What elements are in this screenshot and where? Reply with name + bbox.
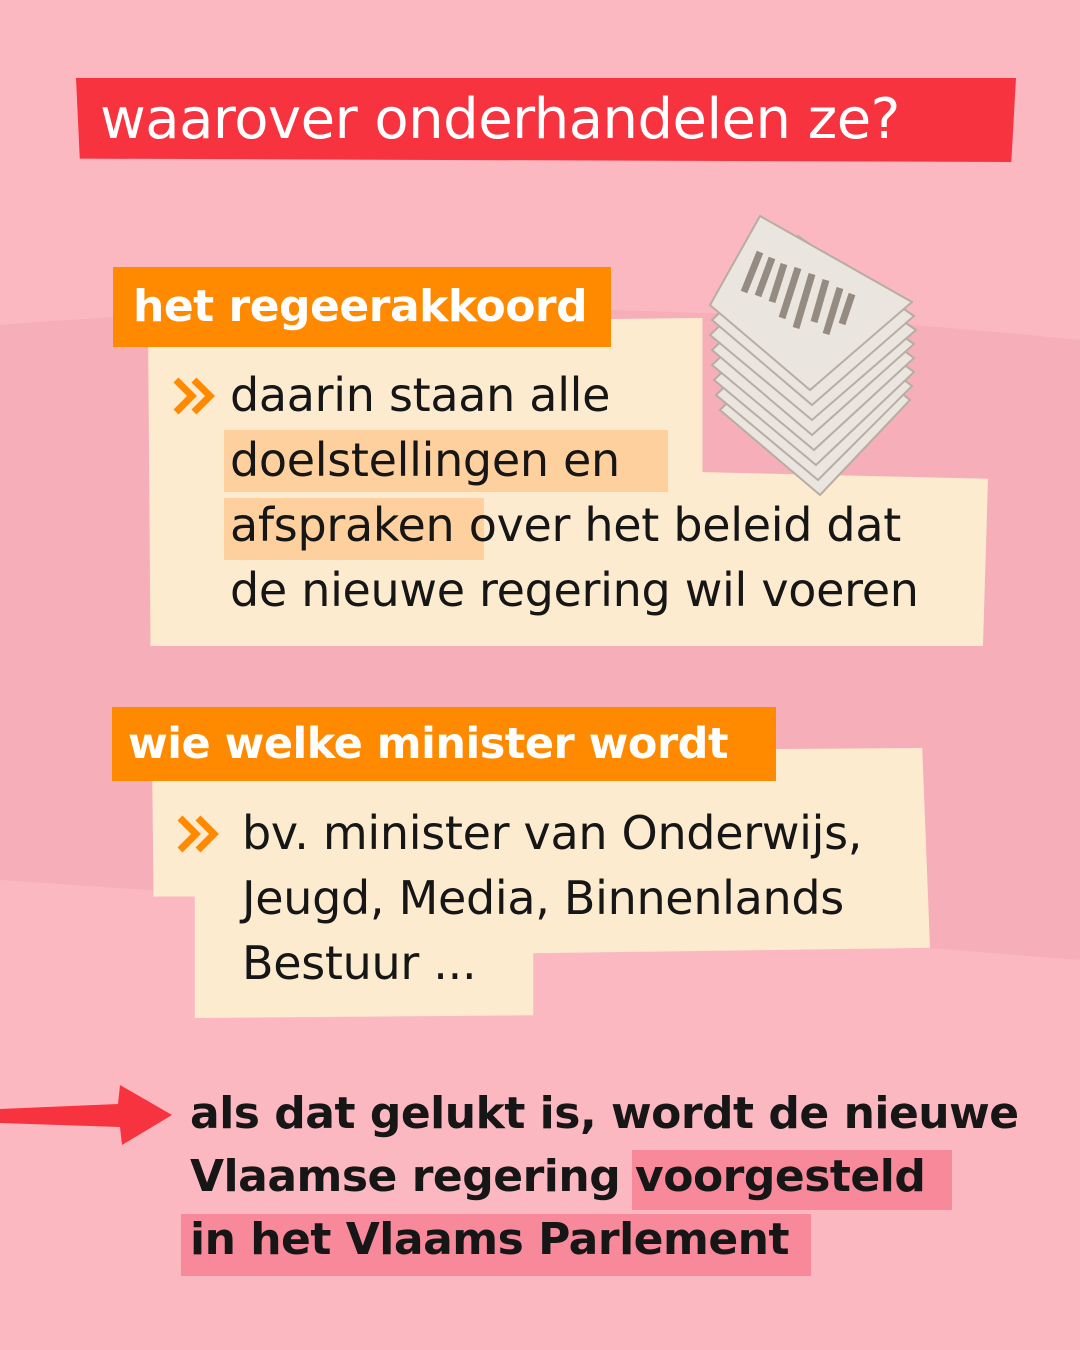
double-chevron-icon xyxy=(176,814,222,854)
double-chevron-icon xyxy=(172,376,218,416)
conclusion-line-3: in het Vlaams Parlement xyxy=(190,1214,790,1265)
section2-line-1: bv. minister van Onderwijs, xyxy=(242,806,863,860)
conclusion-line-2b: voorgesteld xyxy=(635,1151,926,1202)
section1-line-3b: over het beleid dat xyxy=(468,498,901,552)
section1-line-1: daarin staan alle xyxy=(230,368,611,422)
conclusion-text xyxy=(190,1082,1050,1271)
section1-line-4: de nieuwe regering wil voeren xyxy=(230,563,919,617)
arrow-right-icon xyxy=(0,1085,180,1149)
section-label-regeerakkoord: het regeerakkoord xyxy=(113,267,611,347)
section1-body xyxy=(230,363,919,623)
section1-line-3a: afspraken xyxy=(230,498,455,552)
section2-line-3: Bestuur ... xyxy=(242,936,477,990)
conclusion-line-2 xyxy=(190,1145,1050,1208)
section-label-minister: wie welke minister wordt xyxy=(112,707,776,781)
section2-line-2: Jeugd, Media, Binnenlands xyxy=(242,871,844,925)
section1-line-3 xyxy=(230,493,919,558)
section2-body xyxy=(242,801,862,996)
section1-line-2: doelstellingen en xyxy=(230,433,620,487)
conclusion-line-2a: Vlaamse regering xyxy=(190,1151,621,1202)
conclusion-line-1: als dat gelukt is, wordt de nieuwe xyxy=(190,1088,1019,1139)
page-title: waarover onderhandelen ze? xyxy=(100,87,900,152)
